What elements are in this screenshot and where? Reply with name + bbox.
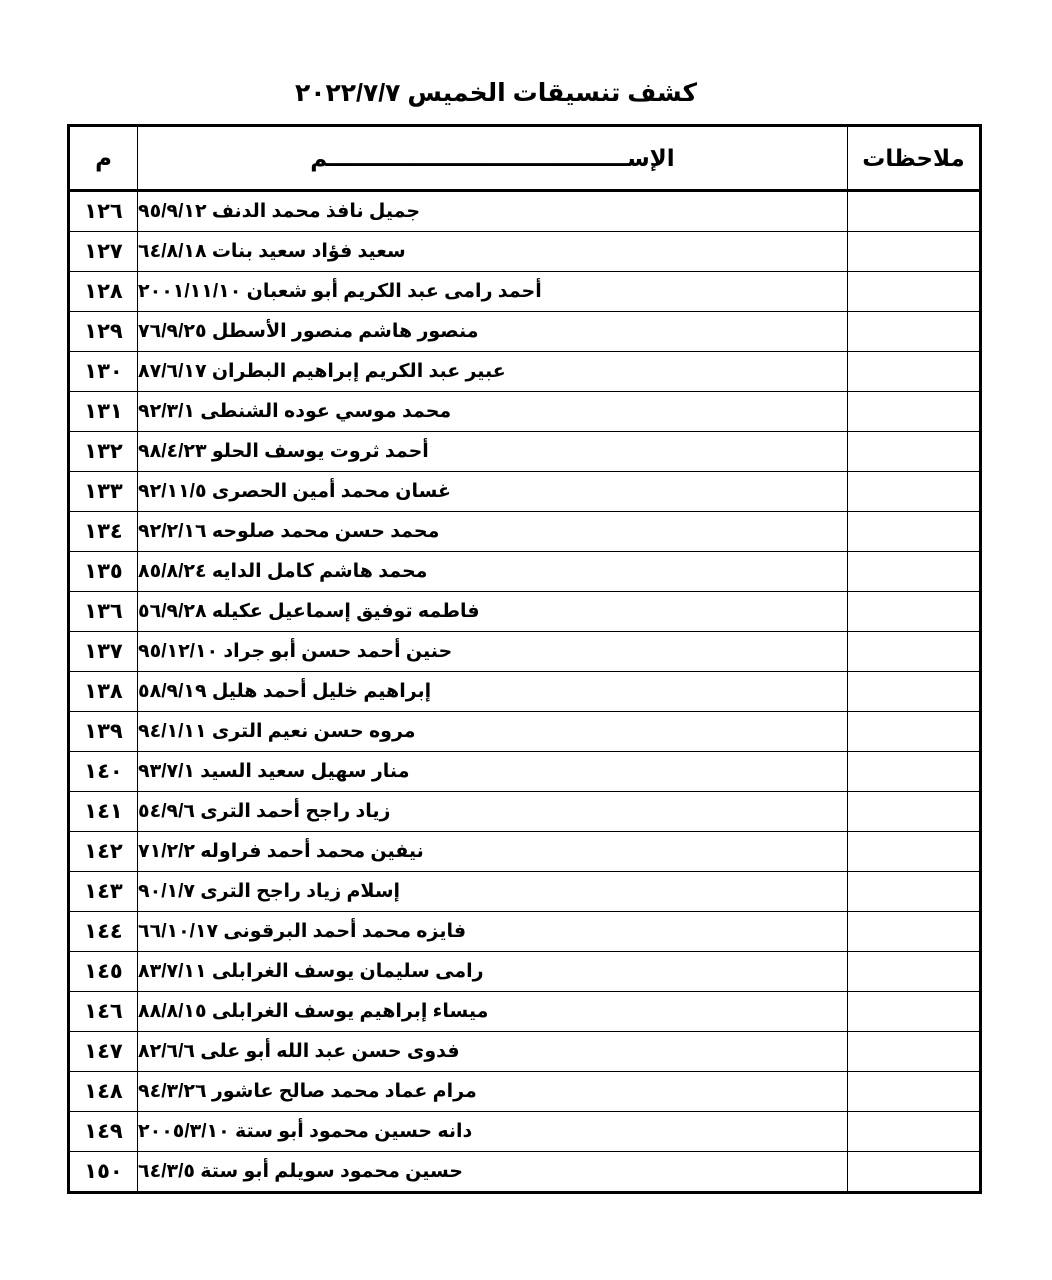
cell-name-text: محمد حسن محمد صلوحه ٩٢/٢/١٦	[138, 521, 440, 542]
table-row	[69, 191, 981, 232]
cell-name	[138, 872, 848, 912]
cell-notes	[848, 512, 981, 552]
cell-name-text: حسين محمود سويلم أبو ستة ٦٤/٣/٥	[138, 1161, 463, 1182]
cell-notes	[848, 191, 981, 232]
table-row	[69, 552, 981, 592]
cell-notes	[848, 672, 981, 712]
cell-name	[138, 512, 848, 552]
cell-name	[138, 712, 848, 752]
table-row	[69, 632, 981, 672]
table-row	[69, 1112, 981, 1152]
table-row	[69, 592, 981, 632]
cell-name	[138, 432, 848, 472]
table-row	[69, 752, 981, 792]
cell-name	[138, 392, 848, 432]
cell-notes	[848, 752, 981, 792]
cell-name	[138, 472, 848, 512]
cell-name-text: مرام عماد محمد صالح عاشور ٩٤/٣/٢٦	[138, 1081, 477, 1102]
table-header-row	[69, 126, 981, 191]
cell-number: ١٣٧	[69, 632, 138, 672]
table-row	[69, 352, 981, 392]
cell-notes	[848, 832, 981, 872]
column-header-name	[138, 126, 848, 191]
cell-notes	[848, 632, 981, 672]
cell-number: ١٤٨	[69, 1072, 138, 1112]
cell-name-text: محمد موسي عوده الشنطى ٩٢/٣/١	[138, 401, 452, 422]
cell-name-text: دانه حسين محمود أبو ستة ٢٠٠٥/٣/١٠	[138, 1121, 473, 1142]
cell-number: ١٣٢	[69, 432, 138, 472]
cell-name-text: فايزه محمد أحمد البرقونى ٦٦/١٠/١٧	[138, 921, 467, 942]
cell-notes	[848, 992, 981, 1032]
table-row	[69, 672, 981, 712]
cell-name	[138, 632, 848, 672]
table-row	[69, 992, 981, 1032]
cell-name-text: نيفين محمد أحمد فراوله ٧١/٢/٢	[138, 841, 424, 862]
cell-number: ١٣٣	[69, 472, 138, 512]
cell-name	[138, 1032, 848, 1072]
cell-name-text: ميساء إبراهيم يوسف الغرابلى ٨٨/٨/١٥	[138, 1001, 489, 1022]
cell-number: ١٣٦	[69, 592, 138, 632]
cell-name	[138, 672, 848, 712]
cell-name	[138, 1112, 848, 1152]
cell-name	[138, 552, 848, 592]
cell-notes	[848, 1152, 981, 1193]
cell-number: ١٢٨	[69, 272, 138, 312]
cell-number: ١٤٤	[69, 912, 138, 952]
cell-name-text: إبراهيم خليل أحمد هليل ٥٨/٩/١٩	[138, 681, 432, 702]
cell-number: ١٣٩	[69, 712, 138, 752]
cell-number: ١٤٢	[69, 832, 138, 872]
cell-name	[138, 272, 848, 312]
table-row	[69, 872, 981, 912]
table-row	[69, 712, 981, 752]
cell-name-text: زياد راجح أحمد الترى ٥٤/٩/٦	[138, 801, 391, 822]
cell-name	[138, 752, 848, 792]
table-row	[69, 1072, 981, 1112]
cell-name	[138, 191, 848, 232]
cell-number: ١٣٤	[69, 512, 138, 552]
cell-name-text: سعيد فؤاد سعيد بنات ٦٤/٨/١٨	[138, 241, 406, 262]
cell-name-text: حنين أحمد حسن أبو جراد ٩٥/١٢/١٠	[138, 641, 453, 662]
cell-name-text: منار سهيل سعيد السيد ٩٣/٧/١	[138, 761, 410, 782]
table-row	[69, 512, 981, 552]
cell-name	[138, 792, 848, 832]
table-row	[69, 272, 981, 312]
cell-name	[138, 992, 848, 1032]
cell-name	[138, 832, 848, 872]
cell-notes	[848, 392, 981, 432]
cell-name-text: مروه حسن نعيم الترى ٩٤/١/١١	[138, 721, 416, 742]
table-body	[69, 191, 981, 1193]
cell-notes	[848, 432, 981, 472]
table-row	[69, 472, 981, 512]
cell-notes	[848, 872, 981, 912]
table-row	[69, 392, 981, 432]
cell-number: ١٤٩	[69, 1112, 138, 1152]
table-row	[69, 232, 981, 272]
cell-notes	[848, 952, 981, 992]
table-row	[69, 432, 981, 472]
cell-name-text: فدوى حسن عبد الله أبو على ٨٢/٦/٦	[138, 1041, 460, 1062]
table-row	[69, 952, 981, 992]
cell-number: ١٢٦	[69, 191, 138, 232]
cell-name-text: إسلام زياد راجح الترى ٩٠/١/٧	[138, 881, 401, 902]
cell-name-text: فاطمه توفيق إسماعيل عكيله ٥٦/٩/٢٨	[138, 601, 480, 622]
cell-notes	[848, 1072, 981, 1112]
table-row	[69, 792, 981, 832]
cell-number: ١٣١	[69, 392, 138, 432]
table-row	[69, 832, 981, 872]
cell-name-text: رامى سليمان يوسف الغرابلى ٨٣/٧/١١	[138, 961, 484, 982]
cell-name	[138, 312, 848, 352]
cell-notes	[848, 312, 981, 352]
cell-notes	[848, 352, 981, 392]
cell-name	[138, 912, 848, 952]
table-header	[69, 126, 981, 191]
coordination-table	[67, 124, 982, 1194]
cell-notes	[848, 472, 981, 512]
cell-notes	[848, 592, 981, 632]
cell-name	[138, 592, 848, 632]
cell-notes	[848, 552, 981, 592]
column-header-name-label: الإســــــــــــــــــــــــــــــــــــــم	[310, 144, 675, 171]
cell-name-text: منصور هاشم منصور الأسطل ٧٦/٩/٢٥	[138, 321, 479, 342]
cell-number: ١٤٦	[69, 992, 138, 1032]
table-row	[69, 1032, 981, 1072]
cell-notes	[848, 792, 981, 832]
cell-name-text: عبير عبد الكريم إبراهيم البطران ٨٧/٦/١٧	[138, 361, 506, 382]
cell-notes	[848, 1112, 981, 1152]
cell-number: ١٤٣	[69, 872, 138, 912]
cell-name-text: جميل نافذ محمد الدنف ٩٥/٩/١٢	[138, 201, 421, 222]
table-row	[69, 1152, 981, 1193]
cell-notes	[848, 1032, 981, 1072]
cell-number: ١٣٥	[69, 552, 138, 592]
cell-name-text: أحمد ثروت يوسف الحلو ٩٨/٤/٢٣	[138, 441, 429, 462]
cell-name-text: غسان محمد أمين الحصرى ٩٢/١١/٥	[138, 481, 451, 502]
cell-number: ١٤٠	[69, 752, 138, 792]
cell-number: ١٤١	[69, 792, 138, 832]
table-row	[69, 312, 981, 352]
column-header-notes: ملاحظات	[848, 126, 981, 191]
table-row	[69, 912, 981, 952]
cell-name	[138, 952, 848, 992]
cell-number: ١٤٧	[69, 1032, 138, 1072]
cell-number: ١٤٥	[69, 952, 138, 992]
cell-number: ١٣٨	[69, 672, 138, 712]
cell-number: ١٣٠	[69, 352, 138, 392]
cell-name-text: أحمد رامى عبد الكريم أبو شعبان ٢٠٠١/١١/١٠	[138, 281, 542, 302]
cell-number: ١٢٧	[69, 232, 138, 272]
cell-name	[138, 1072, 848, 1112]
cell-number: ١٥٠	[69, 1152, 138, 1193]
page-title: كشف تنسيقات الخميس ٢٠٢٢/٧/٧	[294, 79, 698, 107]
cell-notes	[848, 272, 981, 312]
cell-name-text: محمد هاشم كامل الدايه ٨٥/٨/٢٤	[138, 561, 428, 582]
cell-notes	[848, 912, 981, 952]
cell-name	[138, 1152, 848, 1193]
column-header-number: م	[69, 126, 138, 191]
cell-notes	[848, 232, 981, 272]
cell-name	[138, 232, 848, 272]
cell-name	[138, 352, 848, 392]
cell-notes	[848, 712, 981, 752]
cell-number: ١٢٩	[69, 312, 138, 352]
